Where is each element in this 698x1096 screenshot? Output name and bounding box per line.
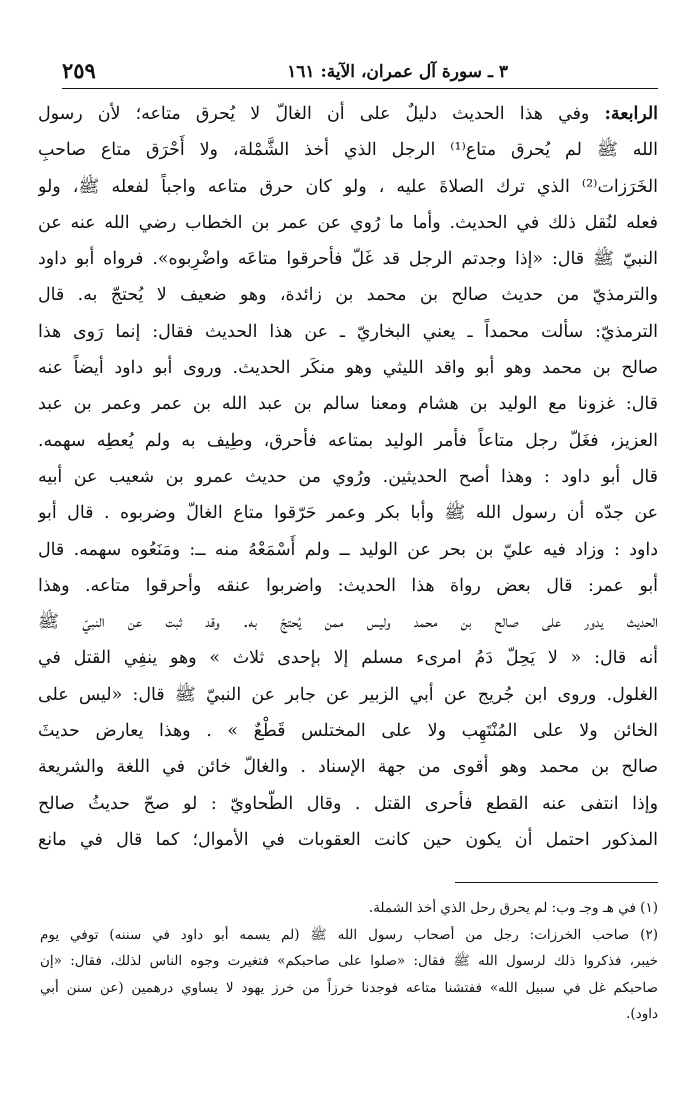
text-line: والترمذيّ من حديث صالح بن محمد بن زائدة، وهو ضعيف لا يُحتجّ به. قال bbox=[38, 285, 658, 306]
main-text bbox=[38, 96, 658, 858]
text-line: صالح بن محمد وهو أقوى من جهة الإسناد . والغالّ خائن في اللغة والشريعة bbox=[38, 757, 658, 778]
text-line: أنه قال: « لا يَحِلّ دَمُ امرىء مسلم إلا بإحدى ثلاث » وهو ينفِي القتل في bbox=[38, 648, 658, 669]
footnote-rule bbox=[455, 882, 658, 883]
text-line: فعله لنُقل ذلك في الحديث. وأما ما رُوي عن عمر بن الخطاب رضي الله عنه عن bbox=[38, 212, 658, 233]
text-line: وإذا انتفى عنه القطع فأحرى القتل . وقال الطّحاويّ : لو صحّ حديثُ صالح bbox=[38, 793, 658, 814]
text-line: صالح بن محمد وهو أبو واقد الليثي وهو منكَر الحديث. وروى أبو داود أيضاً عنه bbox=[38, 358, 658, 379]
footnote-line: داود). bbox=[626, 1006, 658, 1022]
text-line: الخائن ولا على المُنْتَهِب ولا على المختلس قَطْعٌ » . وهذا يعارض حديثَ bbox=[38, 721, 658, 742]
footnotes bbox=[40, 895, 658, 1028]
text-line: الله ﷺ لم يُحرق متاع⁽¹⁾ الرجل الذي أخذ الشَّمْلة، ولا أَحْرَق متاع صاحبِ bbox=[38, 140, 658, 161]
text-line: عن جدّه أن رسول الله ﷺ وأبا بكر وعمر حَرّقوا متاع الغالّ وضربوه . قال أبو bbox=[38, 503, 658, 524]
text-line: قال أبو داود : وهذا أصح الحديثين. ورُوي من حديث عمرو بن شعيب عن أبيه bbox=[38, 466, 658, 487]
text-line: النبيّ ﷺ قال: «إذا وجدتم الرجل قد غَلّ فأحرقوا متاعَه واضْرِبوه». فرواه أبو داود bbox=[38, 249, 658, 270]
text-line: الترمذيّ: سألت محمداً ـ يعني البخاريّ ـ عن هذا الحديث فقال: إنما رَوى هذا bbox=[38, 321, 658, 342]
footnote-line: (٢) صاحب الخرزات: رجل من أصحاب رسول الله ﷺ (لم يسمه أبو داود في سننه) توفي يوم bbox=[40, 926, 658, 943]
page-number: ٢٥٩ bbox=[62, 58, 96, 83]
text-line: العزيز، فغَلّ رجل متاعاً فأمر الوليد بمتاعه فأحرق، وطِيف به ولم يُعطِه سهمه. bbox=[38, 430, 658, 451]
text-line bbox=[38, 96, 658, 132]
text-line: الحديث يدور على صالح بن محمد وليس ممن يُحتجّ به. وقد ثبت عن النبيّ ﷺ bbox=[38, 612, 658, 633]
header-rule bbox=[62, 88, 658, 89]
text-line: قال: غزونا مع الوليد بن هشام ومعنا سالم بن عبد الله بن عمر وعمر بن عبد bbox=[38, 394, 658, 415]
text-line: داود : وزاد فيه عليّ بن بحر عن الوليد ــ ولم أَسْمَعْهُ منه ــ: ومَنَعُوه سهمه. قال bbox=[38, 539, 658, 560]
text-line: أبو عمر: قال بعض رواة هذا الحديث: واضربوا عنقه وأحرقوا متاعه. وهذا bbox=[38, 575, 658, 596]
section-lead-word: الرابعة: bbox=[604, 104, 658, 124]
footnote-line: (١) في هـ وجـ وب: لم يحرق رحل الذي أخذ الشملة. bbox=[368, 900, 658, 916]
text-line: الغلول. وروى ابن جُريج عن أبي الزبير عن جابر عن النبيّ ﷺ قال: «ليس على bbox=[38, 684, 658, 705]
text-line: الخَرَزات⁽²⁾ الذي ترك الصلاةَ عليه ، ولو كان حرق متاعه واجباً لفعله ﷺ، ولو bbox=[38, 176, 658, 197]
first-line-text: وفي هذا الحديث دليلٌ على أن الغالّ لا يُحرق متاعه؛ لأن رسول bbox=[38, 104, 605, 124]
footnote-line: خيبر، فذكروا ذلك لرسول الله ﷺ فقال: «صلوا على صاحبكم» فتغيرت وجوه الناس لذلك، فقال: «إن bbox=[40, 953, 658, 969]
header-title: ٣ ـ سورة آل عمران، الآية: ١٦١ bbox=[287, 62, 508, 82]
running-header bbox=[62, 58, 658, 88]
footnote-line: صاحبكم غل في سبيل الله» ففتشنا متاعه فوجدنا خرزاً من خرز يهود لا يساوي درهمين (عن سنن أبي bbox=[40, 979, 658, 996]
text-line: المذكور احتمل أن يكون حين كانت العقوبات في الأموال؛ كما قال في مانع bbox=[38, 829, 658, 850]
